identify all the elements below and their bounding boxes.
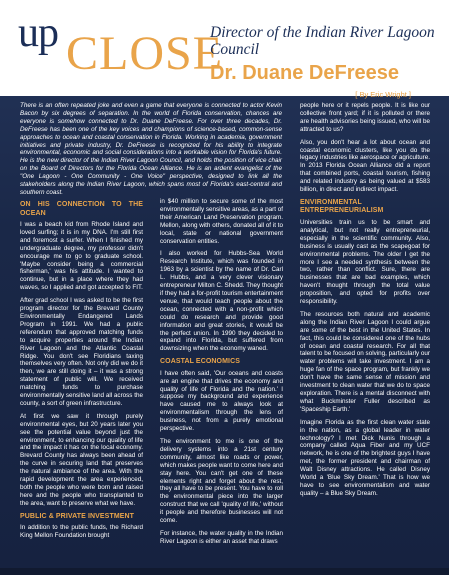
paragraph: Imagine Florida as the first clean water state in the nation, as a global leader in water technology? I met Dick Nunis through a company called Aqua Fiber and my UCF network, he is one of the brightest guys I have met, the former president and chairman of Walt Disney attractions. He called Disney World a 'Blue Sky Dream.' That is how we have to see environmentalism and water quality – a Blue Sky Dream.	[300, 418, 430, 497]
bottom-border	[0, 568, 449, 575]
interviewee-name: Dr. Duane DeFreese	[210, 62, 399, 84]
paragraph: Also, you don't hear a lot about ocean and coastal economic clusters, like you do the legacy industries like aerospace or agriculture. In 2013 Florida Ocean Alliance did a report that combined ports, coastal tourism, fishing and related industry as being valued at $583 billion, in direct and indirect impact.	[300, 138, 430, 194]
column-3	[300, 102, 430, 503]
paragraph: For instance, the water quality in the Indian River Lagoon is either an asset that draws	[160, 529, 283, 545]
paragraph: In addition to the public funds, the Richard King Mellon Foundation brought	[20, 524, 143, 540]
paragraph: The resources both natural and academic along the Indian River Lagoon I could argue are some of the best in the United States. In fact, this could be considered one of the hubs of ocean and coastal research. For all that talent to be focused on solving, particularly our water problems will take investment. I am a huge fan of the space program, but frankly we don't have the same sense of mission and investment to clean water that we do to space exploration. There is a mental disconnect with what Buckminster Fuller described as 'Spaceship Earth.'	[300, 310, 430, 413]
column-1	[20, 198, 143, 545]
masthead	[0, 0, 449, 96]
paragraph: At first we saw it through purely environmental eyes, but 20 years later you see the potential value beyond just the environment, to enhancing our quality of life and the impact it has on the local economy. Brevard County has always been ahead of the curve in securing land that preserves the natural ambiance of the area. With the rapid development the area experienced, both the people who were born and raised here and the people who transplanted to the area, want to preserve what we have.	[20, 412, 143, 507]
paragraph: The environment to me is one of the delivery systems into a 21st century community, almost like roads or power, which makes people want to come here and stay here. You can't get one of these elements right and forget about the rest, they all have to be present. You have to roll the environmental piece into the larger construct that we call 'quality of life,' without it people and therefore businesses will not come.	[160, 437, 283, 525]
paragraph: I also worked for Hubbs-Sea World Research Institute, which was founded in 1963 by a scientist by the name of Dr. Carl L. Hubbs, and a very clever visionary entrepreneur Milton C. Shedd. They thought if they had a for-profit tourism entertainment venue, that would teach people about the ocean, connected with a non-profit which could do research and provide good information and great stories, it would be the perfect union. In 1990 they decided to expand into Florida, but suffered from downsizing when the economy waned.	[160, 250, 283, 353]
section-heading: COASTAL ECONOMICS	[160, 358, 240, 366]
paragraph: Universities train us to be smart and analytical, but not really entrepreneurial, especially in the scientific community. Also, business is usually cast as the scapegoat for environmental problems. The older I get the more I see a needed synthesis between the two, rather than conflict. Sure, there are businesses that are bad examples, which haven't thought through the total value proposition, and opted for profits over responsibility.	[300, 218, 430, 306]
section-heading: ON HIS CONNECTION TO THE OCEAN	[20, 201, 143, 217]
intro-paragraph: There is an often repeated joke and even a game that everyone is connected to actor Kevin Bacon by six degrees of separation. In the world of Florida conservation, chances are everyone is somehow connected to Dr. Duane DeFreese. For over three decades, Dr. DeFreese has been one of the key voices and champions of science-based, common-sense approaches to ocean and coastal conservation in Florida. Working in academia, government initiatives and private industry, Dr. DeFreese is recognized for his ability to integrate environmental, economic and social considerations into a workable vision for Florida's future. He is the new director of the Indian River Lagoon Council, and holds the position of vice chair on the Board of Directors for the Florida Ocean Alliance. He is an ardent evangelist of the "One Lagoon - One Community - One Voice" perspective, designed to link all the stakeholders along the Indian River Lagoon, which spans most of Florida's east-central and southern coast.	[20, 102, 282, 196]
section-heading: PUBLIC & PRIVATE INVESTMENT	[20, 512, 135, 520]
paragraph: people here or it repels people. It is like our collective front yard; if it is polluted or there are health advisories being issued, who will be attracted to us?	[300, 102, 430, 133]
masthead-up: up	[18, 10, 58, 56]
article-subtitle: Director of the Indian River Lagoon Council	[210, 24, 435, 58]
paragraph: After grad school I was asked to be the first program director for the Brevard County Environmentally Endangered Lands Program in 1991. We had a public referendum that approved matching funds to acquire properties around the Indian River Lagoon and the Atlantic Coastal Ridge. You don't see Floridians taxing themselves very often. Not only did we do it then, we are still doing it – it was a strong statement of public will. We received matching funds to purchase environmentally sensitive land all across the county, a sort of green infrastructure.	[20, 297, 143, 407]
paragraph: I have often said, 'Our oceans and coasts are an engine that drives the economy and quality of life of Florida and the nation.' I suppose my background and experience have caused me to always look at environmentalism through the lens of business, not from a purely emotional perspective.	[160, 369, 283, 433]
paragraph: I was a beach kid from Rhode Island and loved surfing; it is in my DNA. I'm still first and foremost a surfer. When I finished my undergraduate degree, my professor didn't encourage me to go to graduate school. 'Maybe consider being a commercial fisherman,' was his attitude. I wanted to continue, but in a place where they had waves, so I applied and got accepted to FIT.	[20, 221, 143, 292]
paragraph: in $40 million to secure some of the most environmentally sensitive areas, as a part of their American Land Preservation program. Mellon, along with others, donated all of it to local, state or national government conservation entities.	[160, 198, 283, 245]
byline: [ By Eric Wright ]	[355, 90, 411, 99]
column-2	[160, 198, 283, 551]
section-heading: ENVIRONMENTAL ENTREPRENEURIALISM	[300, 198, 384, 215]
masthead-close: CLOSE	[66, 27, 224, 80]
